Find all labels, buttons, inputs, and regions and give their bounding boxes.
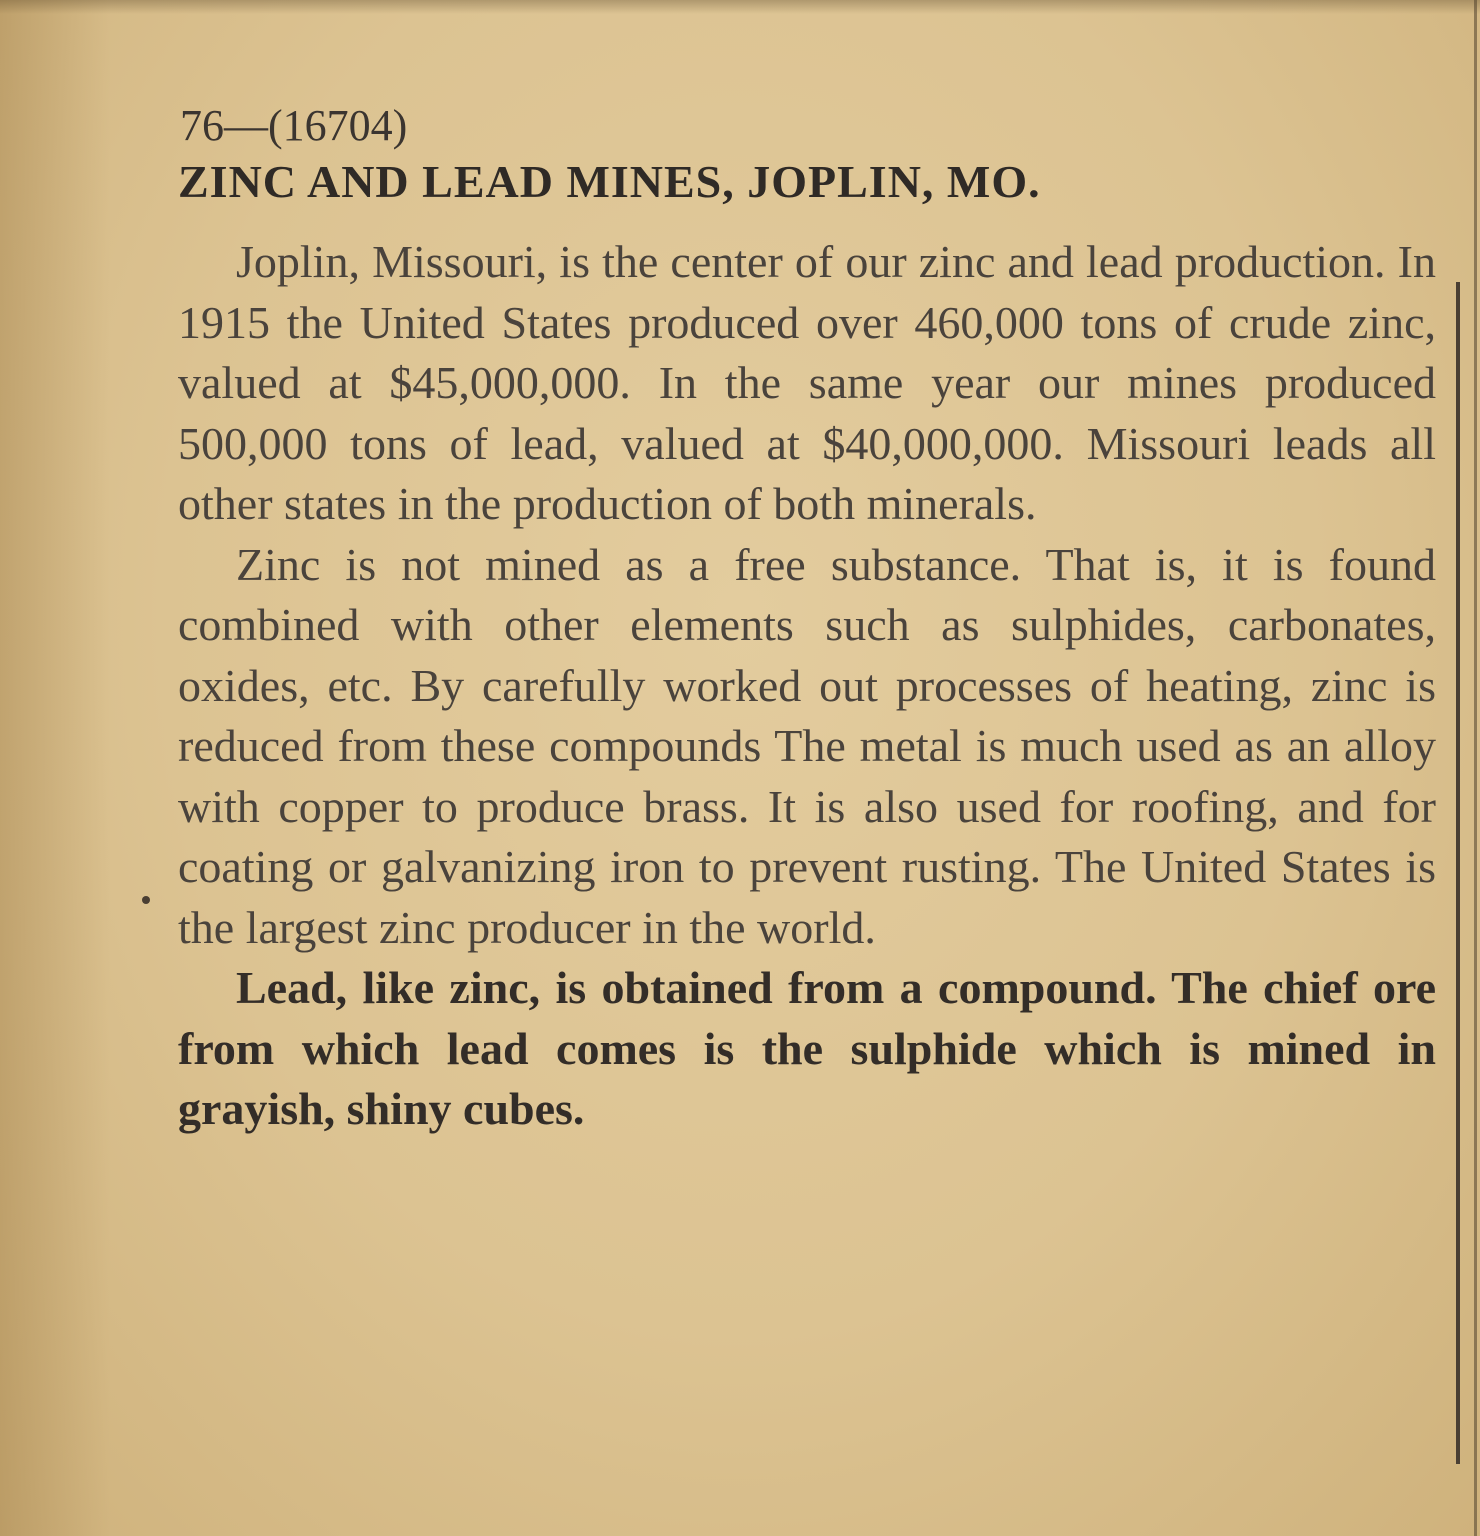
right-border-rule xyxy=(1456,282,1460,1464)
card-number: 76—(16704) xyxy=(180,101,408,150)
paragraph-lead: Lead, like zinc, is obtained from a compound. The chief ore from which lead comes is the sulphide which is mined in grayish, shiny cubes. xyxy=(178,962,1436,1134)
paragraph-joplin: Joplin, Missouri, is the center of our zinc and lead production. In 1915 the United States produced over 460,000 tons of crude zinc, valued at $45,000,000. In the same year our mines produced 500,000 tons of lead, valued at $40,000,000. Missouri leads all other states in the production of both minerals. xyxy=(178,236,1436,529)
card-title: ZINC AND LEAD MINES, JOPLIN, MO. xyxy=(178,156,1041,207)
card-text-block xyxy=(178,96,1436,1140)
paragraph-zinc: Zinc is not mined as a free substance. That is, it is found combined with other elements such as sulphides, carbonates, oxides, etc. By carefully worked out processes of heating, zinc is reduced from these compounds The metal is much used as an alloy with copper to produce brass. It is also used for roofing, and for coating or galvanizing iron to prevent rusting. The United States is the largest zinc producer in the world. xyxy=(178,538,1436,953)
ink-speck xyxy=(142,896,150,904)
worn-left-edge xyxy=(0,0,110,1536)
right-card-edge xyxy=(1474,0,1477,1536)
worn-top-edge xyxy=(0,0,1480,14)
